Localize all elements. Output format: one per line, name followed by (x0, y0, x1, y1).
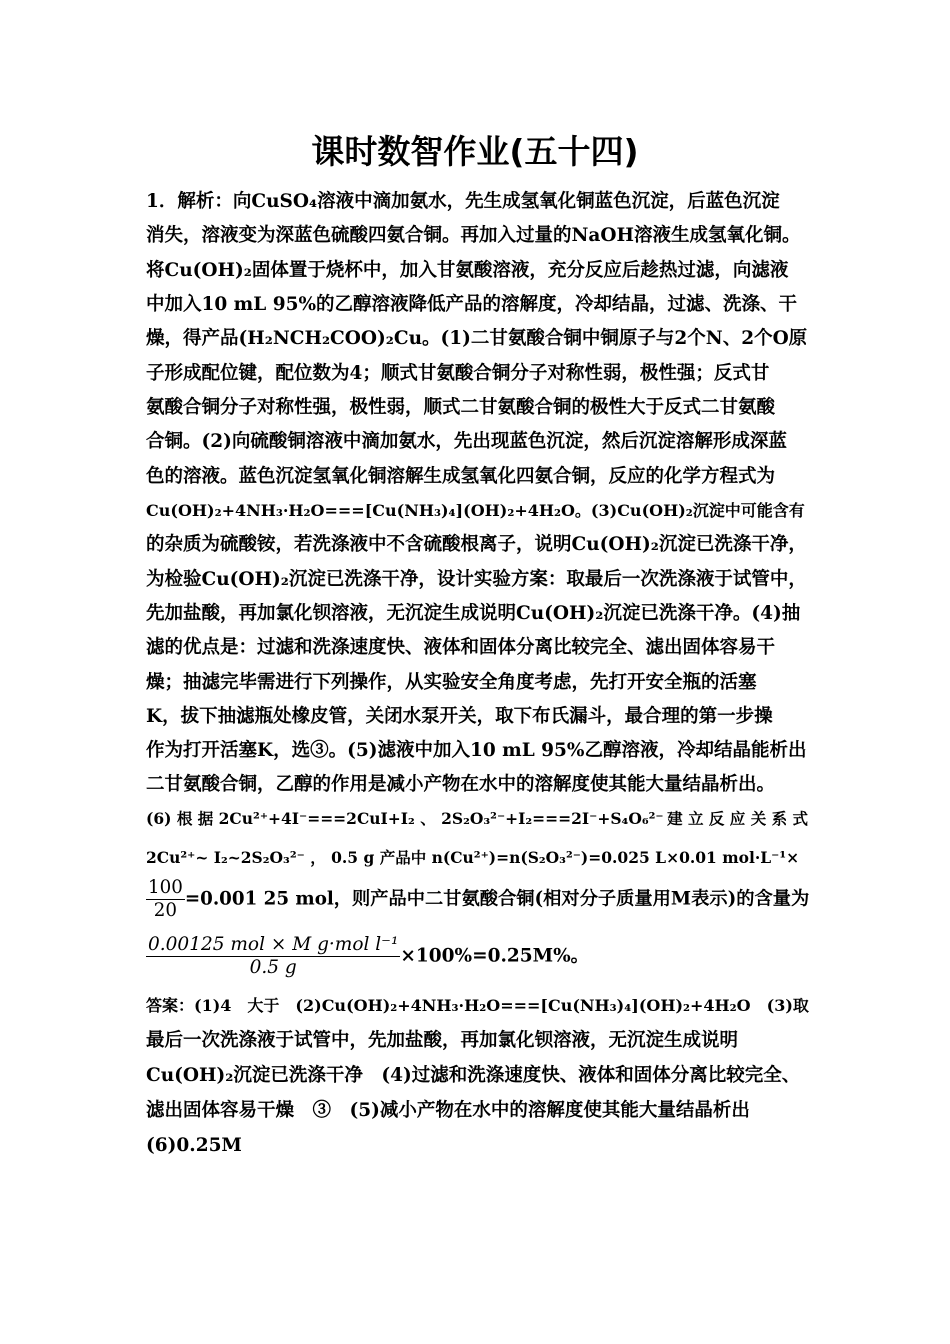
answer-line (146, 993, 808, 1019)
equation-text: =0.001 25 mol，则产品中二甘氨酸合铜(相对分子质量用M表示)的含量为 (184, 888, 810, 910)
fraction-denominator: 0.5 g (249, 957, 297, 978)
equation-text: 建 立 反 应 关 系 式 (667, 809, 808, 828)
analysis-line: 将Cu(OH)₂固体置于烧杯中，加入甘氨酸溶液，充分反应后趁热过滤，向滤液 (146, 260, 789, 281)
equation-line-2: 2Cu²⁺~ I₂~2S₂O₃²⁻ ， 0.5 g 产品中 n(Cu²⁺)=n(S₂O₃²⁻)=0.025 L×0.01 mol·L⁻¹× (146, 848, 800, 867)
analysis-line: 二甘氨酸合铜，乙醇的作用是减小产物在水中的溶解度使其能大量结晶析出。 (146, 774, 776, 795)
analysis-line: 中加入10 mL 95%的乙醇溶液降低产品的溶解度，冷却结晶，过滤、洗涤、干 (146, 294, 798, 315)
analysis-line: 合铜。(2)向硫酸铜溶液中滴加氨水，先出现蓝色沉淀，然后沉淀溶解形成深蓝 (146, 431, 787, 452)
equation-text: (6) 根 据 2Cu²⁺+4I⁻===2CuI+I₂ 、 2S₂O₃²⁻+I₂===2I⁻+S₄O₆²⁻ (146, 809, 664, 828)
analysis-line: 的杂质为硫酸铵，若洗涤液中不含硫酸根离子，说明Cu(OH)₂沉淀已洗涤干净， (146, 534, 807, 555)
analysis-line: 燥，得产品(H₂NCH₂COO)₂Cu。(1)二甘氨酸合铜中铜原子与2个N、2个O原 (146, 328, 808, 349)
equation-text: ×100%=0.25M%。 (400, 945, 590, 967)
equation-line-1 (146, 806, 808, 832)
analysis-line: 色的溶液。蓝色沉淀氢氧化铜溶解生成氢氧化四氨合铜，反应的化学方程式为 (146, 466, 776, 487)
fraction (146, 877, 185, 922)
answer-label: 答案： (146, 996, 195, 1015)
page-title: 课时数智作业(五十四) (311, 132, 639, 171)
analysis-line: K，拔下抽滤瓶处橡皮管，关闭水泵开关，取下布氏漏斗，最合理的第一步操 (146, 706, 773, 727)
fraction-denominator: 20 (153, 900, 178, 921)
analysis-line: 作为打开活塞K，选③。(5)滤液中加入10 mL 95%乙醇溶液，冷却结晶能析出 (146, 740, 807, 761)
analysis-line: 先加盐酸，再加氯化钡溶液，无沉淀生成说明Cu(OH)₂沉淀已洗涤干净。(4)抽 (146, 603, 801, 624)
analysis-line: 为检验Cu(OH)₂沉淀已洗涤干净，设计实验方案：取最后一次洗涤液于试管中， (146, 569, 807, 590)
analysis-line: 消失，溶液变为深蓝色硫酸四氨合铜。再加入过量的NaOH溶液生成氢氧化铜。 (146, 225, 801, 246)
analysis-line: 滤的优点是：过滤和洗涤速度快、液体和固体分离比较完全、滤出固体容易干 (146, 637, 776, 658)
analysis-line: 燥；抽滤完毕需进行下列操作，从实验安全角度考虑，先打开安全瓶的活塞 (146, 672, 757, 693)
analysis-line: 1．解析：向CuSO₄溶液中滴加氨水，先生成氢氧化铜蓝色沉淀，后蓝色沉淀 (146, 191, 780, 212)
analysis-line: Cu(OH)₂+4NH₃·H₂O===[Cu(NH₃)₄](OH)₂+4H₂O。(3)Cu(OH)₂沉淀中可能含有 (146, 501, 805, 520)
fraction (146, 934, 400, 979)
answer-line: (6)0.25M (146, 1135, 242, 1156)
answer-line: Cu(OH)₂沉淀已洗涤干净 (4)过滤和洗涤速度快、液体和固体分离比较完全、 (146, 1065, 801, 1086)
answer-line: 滤出固体容易干燥 ③ (5)减小产物在水中的溶解度使其能大量结晶析出 (146, 1100, 750, 1121)
fraction-numerator: 100 (148, 877, 183, 898)
answer-line: 最后一次洗涤液于试管中，先加盐酸，再加氯化钡溶液，无沉淀生成说明 (146, 1030, 739, 1051)
equation-line-4 (146, 934, 808, 979)
answer-text: (1)4 大于 (2)Cu(OH)₂+4NH₃·H₂O===[Cu(NH₃)₄](OH)₂+4H₂O (3)取 (194, 996, 809, 1015)
equation-line-3 (146, 877, 808, 922)
fraction-numerator: 0.00125 mol × M g·mol l⁻¹ (148, 934, 399, 955)
analysis-line: 氨酸合铜分子对称性强，极性弱，顺式二甘氨酸合铜的极性大于反式二甘氨酸 (146, 397, 776, 418)
analysis-line: 子形成配位键，配位数为4；顺式甘氨酸合铜分子对称性弱，极性强；反式甘 (146, 363, 770, 384)
